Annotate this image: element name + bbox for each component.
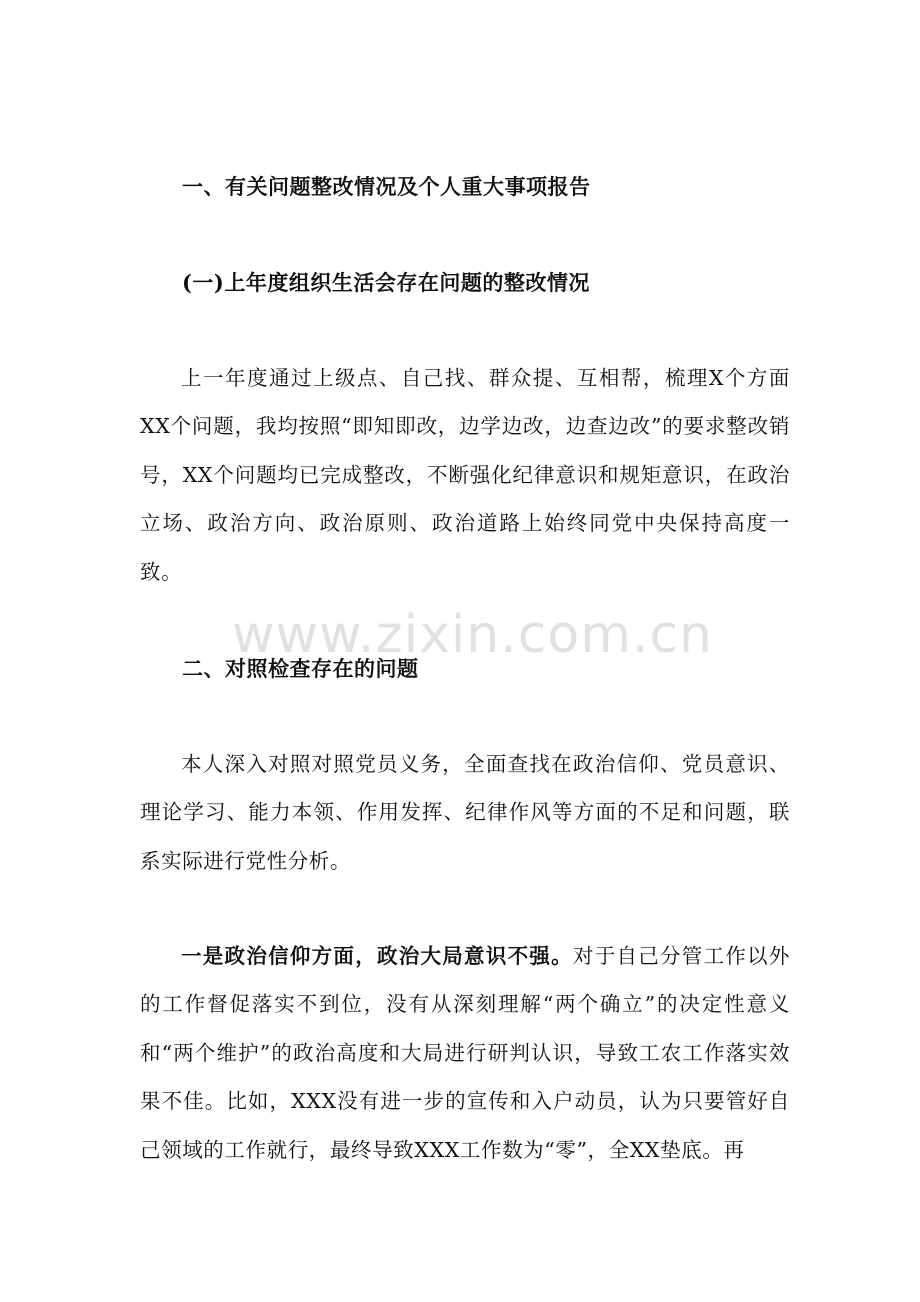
section-heading-2: 二、对照检查存在的问题 [182, 656, 419, 681]
section-heading-1: 一、有关问题整改情况及个人重大事项报告 [182, 174, 591, 199]
subsection-heading-1: (一)上年度组织生活会存在问题的整改情况 [182, 270, 590, 295]
paragraph-political-belief [140, 932, 790, 1174]
watermark-text: www.zixin.com.cn [232, 605, 713, 665]
paragraph-rectification: 上一年度通过上级点、自己找、群众提、互相帮，梳理X个方面XX个问题，我均按照“即知即改，边学边改，边查边改”的要求整改销号，XX个问题均已完成整改，不断强化纪律意识和规矩意识，在政治立场、政治方向、政治原则、政治道路上始终同党中央保持高度一致。 [140, 366, 790, 584]
paragraph-lead-bold: 一是政治信仰方面，政治大局意识不强。 [181, 944, 573, 968]
paragraph-body-text: 对于自己分管工作以外的工作督促落实不到位，没有从深刻理解“两个确立”的决定性意义和“两个维护”的政治高度和大局进行研判认识，导致工农工作落实效果不佳。比如，XXX没有进一步的宣传和入户动员，认为只要管好自己领域的工作就行，最终导致XXX工作数为“零”，全XX垫底。再 [140, 944, 790, 1162]
paragraph-self-check: 本人深入对照对照党员义务，全面查找在政治信仰、党员意识、理论学习、能力本领、作用发挥、纪律作风等方面的不足和问题，联系实际进行党性分析。 [140, 752, 790, 873]
